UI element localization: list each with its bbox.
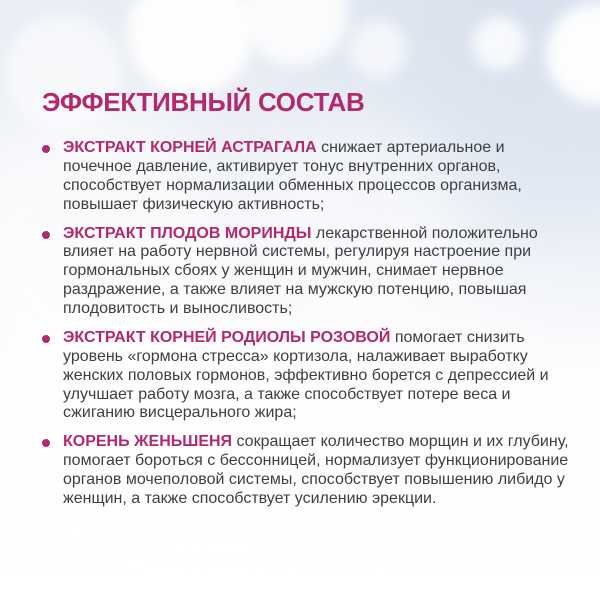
ingredient-text [63,329,571,423]
bullet-dot [42,145,50,153]
ingredient-description: лекарственной положительно влияет на работу нервной системы, регулируя настроение при гормональных сбоях у женщин и мужчин, снимает нервное раздражение, а также влияет на мужскую потенцию, повышая плодовитость и выносливость; [63,224,538,317]
ingredient-text [63,225,571,319]
bullet-dot [42,335,50,343]
list-item [42,433,582,509]
ingredient-description: сокращает количество морщин и их глубину, помогает бороться с бессонницей, нормализует функционирование органов мочеполовой системы, способствует повышению либидо у женщин, а также способствует усилению эрекции. [63,433,569,507]
bullet-dot [42,231,50,239]
ingredient-name: ЭКСТРАКТ КОРНЕЙ АСТРАГАЛА [63,139,317,156]
ingredient-description: помогает снизить уровень «гормона стресса» кортизола, налаживает выработку женских половых гормонов, эффективно борется с депрессией и улучшает работу мозга, а также способствует потере веса и сжиганию висцерального жира; [63,328,549,422]
ingredient-text [63,139,571,215]
ingredient-name: ЭКСТРАКТ ПЛОДОВ МОРИНДЫ [63,224,312,242]
bullet-dot [42,439,50,447]
ingredient-list [42,139,582,509]
list-item [42,329,582,423]
ingredient-name: КОРЕНЬ ЖЕНЬШЕНЯ [63,433,233,451]
ingredient-text [63,433,571,509]
page-title: ЭФФЕКТИВНЫЙ СОСТАВ [42,87,365,117]
list-item [42,139,582,215]
ingredient-description: снижает артериальное и почечное давление, активирует тонус внутренних органов, способствует нормализации обменных процессов организма, повышает физическую активность; [63,139,522,213]
ingredient-name: ЭКСТРАКТ КОРНЕЙ РОДИОЛЫ РОЗОВОЙ [63,328,391,346]
list-item [42,225,582,319]
